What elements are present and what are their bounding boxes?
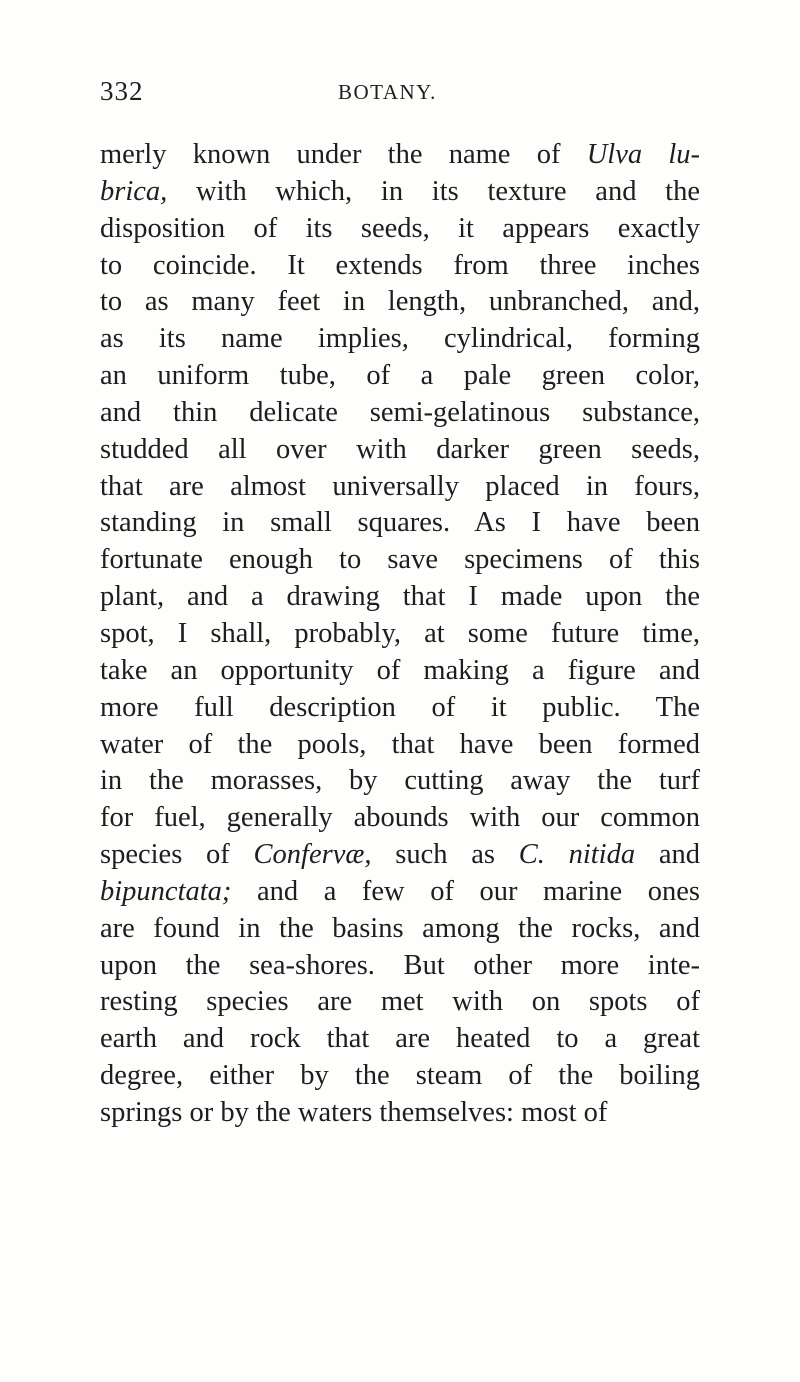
text-line — [100, 505, 700, 542]
text-segment: standing in small squares. As I have been — [100, 507, 700, 539]
text-line — [100, 321, 700, 358]
text-segment: with which, in its texture and the — [167, 175, 700, 207]
text-segment: in the morasses, by cutting away the turf — [100, 765, 700, 797]
text-line — [100, 1021, 700, 1058]
text-segment: plant, and a drawing that I made upon the — [100, 581, 700, 613]
text-segment: disposition of its seeds, it appears exactly — [100, 212, 700, 244]
text-segment: species of — [100, 839, 254, 871]
text-line — [100, 542, 700, 579]
page-number: 332 — [100, 76, 144, 106]
text-line — [100, 800, 700, 837]
italic-text: C. nitida — [518, 839, 636, 871]
text-line — [100, 469, 700, 506]
italic-text: Ulva lu- — [586, 139, 700, 170]
text-segment: merly known under the name of — [100, 139, 587, 170]
text-line — [100, 837, 700, 874]
text-line — [100, 690, 700, 727]
text-segment: spot, I shall, probably, at some future time, — [100, 617, 700, 649]
text-segment: and — [635, 839, 700, 871]
text-segment: degree, either by the steam of the boiling — [100, 1060, 700, 1092]
text-segment: more full description of it public. The — [100, 691, 700, 723]
text-line — [100, 1095, 700, 1132]
text-line — [100, 432, 700, 469]
text-segment: to as many feet in length, unbranched, and, — [100, 286, 700, 318]
text-segment: springs or by the waters themselves: most of — [100, 1096, 608, 1128]
text-line — [100, 727, 700, 764]
text-line — [100, 284, 700, 321]
text-segment: that are almost universally placed in fours, — [100, 470, 700, 502]
italic-text: brica, — [100, 175, 168, 207]
text-line — [100, 984, 700, 1021]
text-line — [100, 137, 700, 174]
text-line — [100, 211, 700, 248]
text-segment: upon the sea-shores. But other more inte- — [100, 949, 700, 981]
text-line — [100, 616, 700, 653]
text-segment: for fuel, generally abounds with our common — [100, 802, 700, 834]
text-segment: to coincide. It extends from three inches — [100, 249, 700, 281]
text-segment: such as — [371, 839, 519, 871]
body-text — [100, 137, 700, 1132]
text-segment: and thin delicate semi-gelatinous substance, — [100, 396, 700, 428]
italic-text: Confervæ, — [253, 839, 372, 871]
text-line — [100, 911, 700, 948]
running-head — [100, 76, 700, 106]
text-segment: studded all over with darker green seeds, — [100, 433, 700, 465]
italic-text: bipunctata; — [100, 875, 232, 907]
text-segment: resting species are met with on spots of — [100, 986, 700, 1018]
text-segment: an uniform tube, of a pale green color, — [100, 360, 700, 392]
text-line — [100, 579, 700, 616]
text-segment: earth and rock that are heated to a great — [100, 1023, 700, 1055]
text-segment: fortunate enough to save specimens of this — [100, 544, 700, 576]
text-segment: and a few of our marine ones — [231, 875, 700, 907]
text-segment: take an opportunity of making a figure and — [100, 654, 700, 686]
text-line — [100, 358, 700, 395]
text-line — [100, 763, 700, 800]
text-line — [100, 874, 700, 911]
text-line — [100, 1058, 700, 1095]
text-segment: as its name implies, cylindrical, forming — [100, 323, 700, 355]
text-segment: are found in the basins among the rocks, and — [100, 912, 700, 944]
text-segment: water of the pools, that have been formed — [100, 728, 700, 760]
running-title: BOTANY. — [338, 80, 437, 104]
text-line — [100, 653, 700, 690]
text-line — [100, 174, 700, 211]
text-line — [100, 395, 700, 432]
text-line — [100, 248, 700, 285]
text-line — [100, 948, 700, 985]
